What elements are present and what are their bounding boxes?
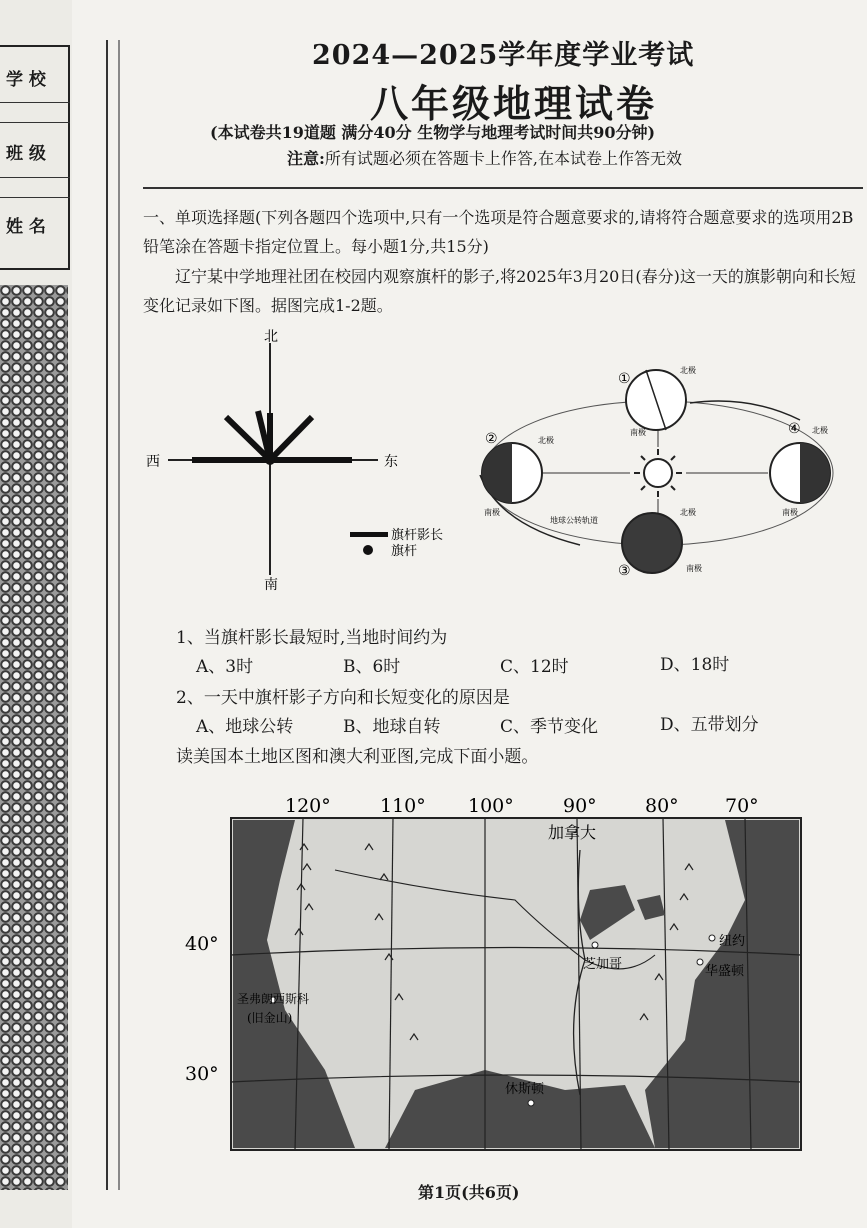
city-newyork: 纽约: [719, 934, 746, 949]
question-2-stem: 2、一天中旗杆影子方向和长短变化的原因是: [176, 688, 510, 708]
city-washington-dot: [697, 959, 703, 965]
city-newyork-dot: [709, 935, 715, 941]
usa-map-svg: [185, 790, 815, 1160]
binding-row-divider: [0, 102, 70, 103]
city-chicago: 芝加哥: [583, 957, 623, 972]
q1-option-d: D、18时: [660, 655, 730, 675]
longitude-label: 100°: [468, 795, 514, 817]
diagram-svg: [140, 325, 860, 620]
section1-intro: 辽宁某中学地理社团在校园内观察旗杆的影子,将2025年3月20日(春分)这一天的旗影朝向和长短变化记录如下图。据图完成1-2题。: [143, 267, 856, 315]
compass-east: 东: [384, 454, 398, 470]
north-pole-label: 北极: [538, 436, 554, 445]
city-sanfrancisco-alt: (旧金山): [247, 1011, 293, 1025]
legend-pole-label: 旗杆: [391, 544, 418, 559]
longitude-label: 120°: [285, 795, 331, 817]
orbit-label-1: ①: [618, 371, 631, 387]
flagpole-dot: [265, 455, 275, 465]
q1-option-c: C、12时: [500, 657, 569, 677]
binding-info-table: [0, 45, 70, 270]
binding-label-class: 班 级: [6, 144, 46, 164]
latitude-label: 30°: [185, 1063, 219, 1085]
orbit-label-3: ③: [618, 563, 631, 579]
compass-west: 西: [146, 454, 160, 470]
south-pole-label: 南极: [782, 508, 798, 517]
earth-night-side: [482, 443, 512, 503]
orbit-label-4: ④: [788, 421, 801, 437]
binding-label-name: 姓 名: [6, 217, 46, 237]
question-1-stem: 1、当旗杆影长最短时,当地时间约为: [176, 628, 448, 648]
fold-line: [106, 40, 108, 1190]
city-houston: 休斯顿: [505, 1082, 545, 1097]
notice-text: 所有试题必须在答题卡上作答,在本试卷上作答无效: [324, 149, 683, 168]
page-footer: 第1页(共6页): [418, 1183, 520, 1202]
south-pole-label: 南极: [630, 428, 646, 437]
q1-option-a: A、3时: [196, 657, 254, 677]
binding-row-divider: [0, 177, 70, 178]
north-pole-label: 北极: [812, 426, 828, 435]
exam-year-title: 2024—2025学年度学业考试: [312, 40, 695, 71]
compass-north: 北: [264, 329, 278, 345]
fold-line-secondary: [118, 40, 120, 1190]
city-washington: 华盛顿: [705, 964, 745, 979]
q2-option-c: C、季节变化: [500, 717, 599, 737]
south-pole-label: 南极: [484, 508, 500, 517]
usa-map: [185, 790, 815, 1160]
orbit-label-2: ②: [485, 431, 498, 447]
city-sanfrancisco: 圣弗朗西斯科: [237, 992, 310, 1006]
north-pole-label: 北极: [680, 366, 696, 375]
q2-option-d: D、五带划分: [660, 715, 759, 735]
header-divider: [143, 187, 863, 189]
notice-label: 注意:: [287, 149, 325, 168]
map-intro: 读美国本土地区图和澳大利亚图,完成下面小题。: [176, 747, 539, 767]
sun-icon: [644, 459, 672, 487]
compass-south: 南: [264, 577, 278, 593]
legend-shadow-swatch: [350, 532, 388, 537]
q2-option-b: B、地球自转: [343, 717, 441, 737]
exam-notice: [287, 146, 682, 169]
legend-pole-swatch: [363, 545, 373, 555]
country-label-canada: 加拿大: [548, 823, 597, 842]
south-pole-label: 南极: [686, 564, 702, 573]
legend-shadow-label: 旗杆影长: [391, 528, 444, 543]
exam-subtitle: (本试卷共19道题 满分40分 生物学与地理考试时间共90分钟): [210, 123, 656, 142]
diagram-area: [140, 325, 860, 620]
section1-heading: 一、单项选择题(下列各题四个选项中,只有一个选项是符合题意要求的,请将符合题意要求的选项用2B铅笔涂在答题卡指定位置上。每小题1分,共15分): [143, 208, 854, 256]
longitude-label: 80°: [645, 795, 679, 817]
city-chicago-dot: [592, 942, 598, 948]
binding-row-divider: [0, 197, 70, 198]
longitude-label: 110°: [380, 795, 426, 817]
longitude-label: 90°: [563, 795, 597, 817]
q2-option-a: A、地球公转: [196, 717, 294, 737]
orbit-track-label: 地球公转轨道: [550, 516, 598, 525]
latitude-label: 40°: [185, 933, 219, 955]
binding-row-divider: [0, 122, 70, 123]
earth-position-3: [622, 513, 682, 573]
binding-label-school: 学 校: [6, 70, 46, 90]
exam-main-title: 八年级地理试卷: [370, 81, 658, 126]
north-pole-label: 北极: [680, 508, 696, 517]
longitude-label: 70°: [725, 795, 759, 817]
city-houston-dot: [528, 1100, 534, 1106]
shadow-line: [270, 417, 312, 460]
binding-decorative-pattern: [0, 285, 68, 1190]
q1-option-b: B、6时: [343, 657, 401, 677]
